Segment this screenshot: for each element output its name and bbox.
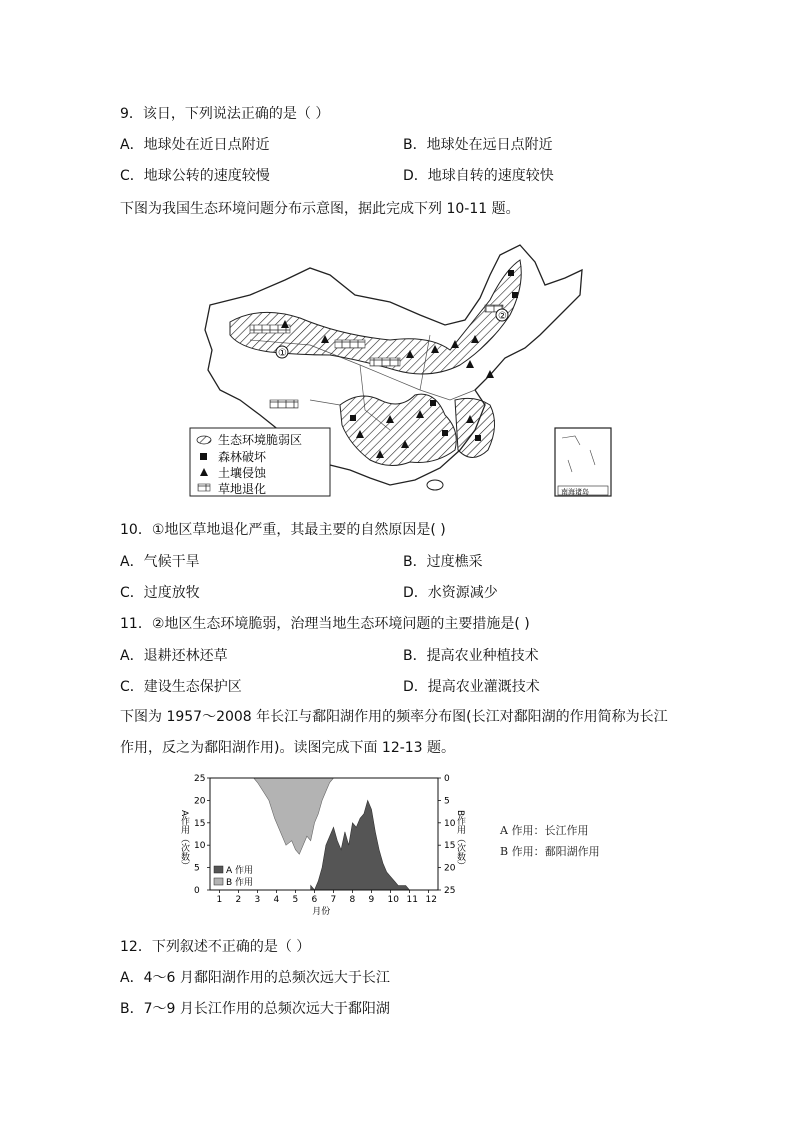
x-tick-label: 8 <box>349 895 356 905</box>
q9-option-b: B．地球处在远日点附近 <box>403 137 553 153</box>
x-tick-label: 11 <box>406 895 418 905</box>
x-axis-label: 月份 <box>312 907 331 917</box>
q12-option-b: B．7～9 月长江作用的总频次远大于鄱阳湖 <box>120 1001 390 1017</box>
legend-grassland: 草地退化 <box>218 482 267 496</box>
legend-a-label: A 作用 <box>226 866 254 876</box>
q11-stem: 11．②地区生态环境脆弱，治理当地生态环境问题的主要措施是( ) <box>120 616 530 632</box>
frequency-chart <box>179 770 465 920</box>
x-tick-label: 1 <box>216 895 223 905</box>
hatched-region-icon <box>197 436 211 444</box>
q9-option-c: C．地球公转的速度较慢 <box>120 168 270 184</box>
inset-label: 南海诸岛 <box>561 488 589 496</box>
y-right-tick-label: 5 <box>444 796 450 807</box>
annotation-b: B 作用：鄱阳湖作用 <box>500 845 600 858</box>
x-tick-label: 6 <box>311 895 318 905</box>
y-right-tick-label: 10 <box>444 818 456 829</box>
y-left-axis-label: A作用（次数） <box>179 810 189 871</box>
legend-erosion: 土壤侵蚀 <box>218 466 267 480</box>
x-tick-label: 3 <box>254 895 261 905</box>
legend-fragile: 生态环境脆弱区 <box>218 433 303 447</box>
y-left-tick-label: 10 <box>194 841 206 852</box>
y-right-tick-label: 15 <box>444 841 456 852</box>
x-tick-label: 2 <box>235 895 242 905</box>
fragile-zone-south <box>455 398 495 457</box>
marker-1: ① <box>278 348 287 359</box>
y-right-tick-label: 25 <box>444 886 456 896</box>
x-tick-label: 9 <box>368 895 375 905</box>
legend-forest: 森林破坏 <box>218 450 267 464</box>
x-tick-label: 10 <box>387 895 399 905</box>
y-right-tick-label: 20 <box>444 863 456 874</box>
square-icon <box>200 453 207 460</box>
q12-stem: 12．下列叙述不正确的是（ ） <box>120 939 311 955</box>
x-tick-label: 12 <box>425 895 437 905</box>
q11-option-c: C．建设生态保护区 <box>120 679 242 695</box>
q10-option-c: C．过度放牧 <box>120 585 200 601</box>
y-right-tick-label: 0 <box>444 774 450 784</box>
y-left-tick-label: 20 <box>194 796 206 807</box>
marker-2: ② <box>498 311 507 322</box>
y-left-tick-label: 0 <box>194 886 200 896</box>
chart-svg <box>179 770 465 920</box>
q10-option-d: D．水资源减少 <box>403 585 498 601</box>
q11-option-a: A．退耕还林还草 <box>120 648 228 664</box>
brick-icon <box>198 484 210 491</box>
y-left-tick-label: 25 <box>194 774 206 784</box>
legend-b-swatch <box>214 878 223 885</box>
q9-stem: 9．该日，下列说法正确的是（ ） <box>120 106 330 122</box>
q11-option-d: D．提高农业灌溉技术 <box>403 679 540 695</box>
annotation-a: A 作用：长江作用 <box>500 824 589 837</box>
x-tick-label: 5 <box>292 895 299 905</box>
legend-a-swatch <box>214 866 223 873</box>
series-a-area <box>311 800 410 890</box>
legend-b-label: B 作用 <box>226 878 254 888</box>
y-right-axis-label: B作用（次数） <box>455 810 465 871</box>
intro-12-13: 下图为 1957～2008 年长江与鄱阳湖作用的频率分布图(长江对鄱阳湖的作用简称为长江作用，反之为鄱阳湖作用)。读图完成下面 12-13 题。 <box>120 709 668 756</box>
q9-option-a: A．地球处在近日点附近 <box>120 137 270 153</box>
q10-stem: 10．①地区草地退化严重，其最主要的自然原因是( ) <box>120 522 446 538</box>
china-eco-map <box>190 240 615 500</box>
series-b-area <box>254 778 334 854</box>
x-tick-label: 7 <box>330 895 337 905</box>
x-tick-label: 4 <box>273 895 280 905</box>
y-left-tick-label: 5 <box>194 863 200 874</box>
q10-option-a: A．气候干旱 <box>120 554 200 570</box>
map-svg <box>190 240 615 500</box>
q9-option-d: D．地球自转的速度较快 <box>403 168 554 184</box>
q11-option-b: B．提高农业种植技术 <box>403 648 539 664</box>
y-left-tick-label: 15 <box>194 818 206 829</box>
intro-10-11: 下图为我国生态环境问题分布示意图，据此完成下列 10-11 题。 <box>120 201 520 217</box>
q12-option-a: A．4～6 月鄱阳湖作用的总频次远大于长江 <box>120 970 390 986</box>
q10-option-b: B．过度樵采 <box>403 554 483 570</box>
